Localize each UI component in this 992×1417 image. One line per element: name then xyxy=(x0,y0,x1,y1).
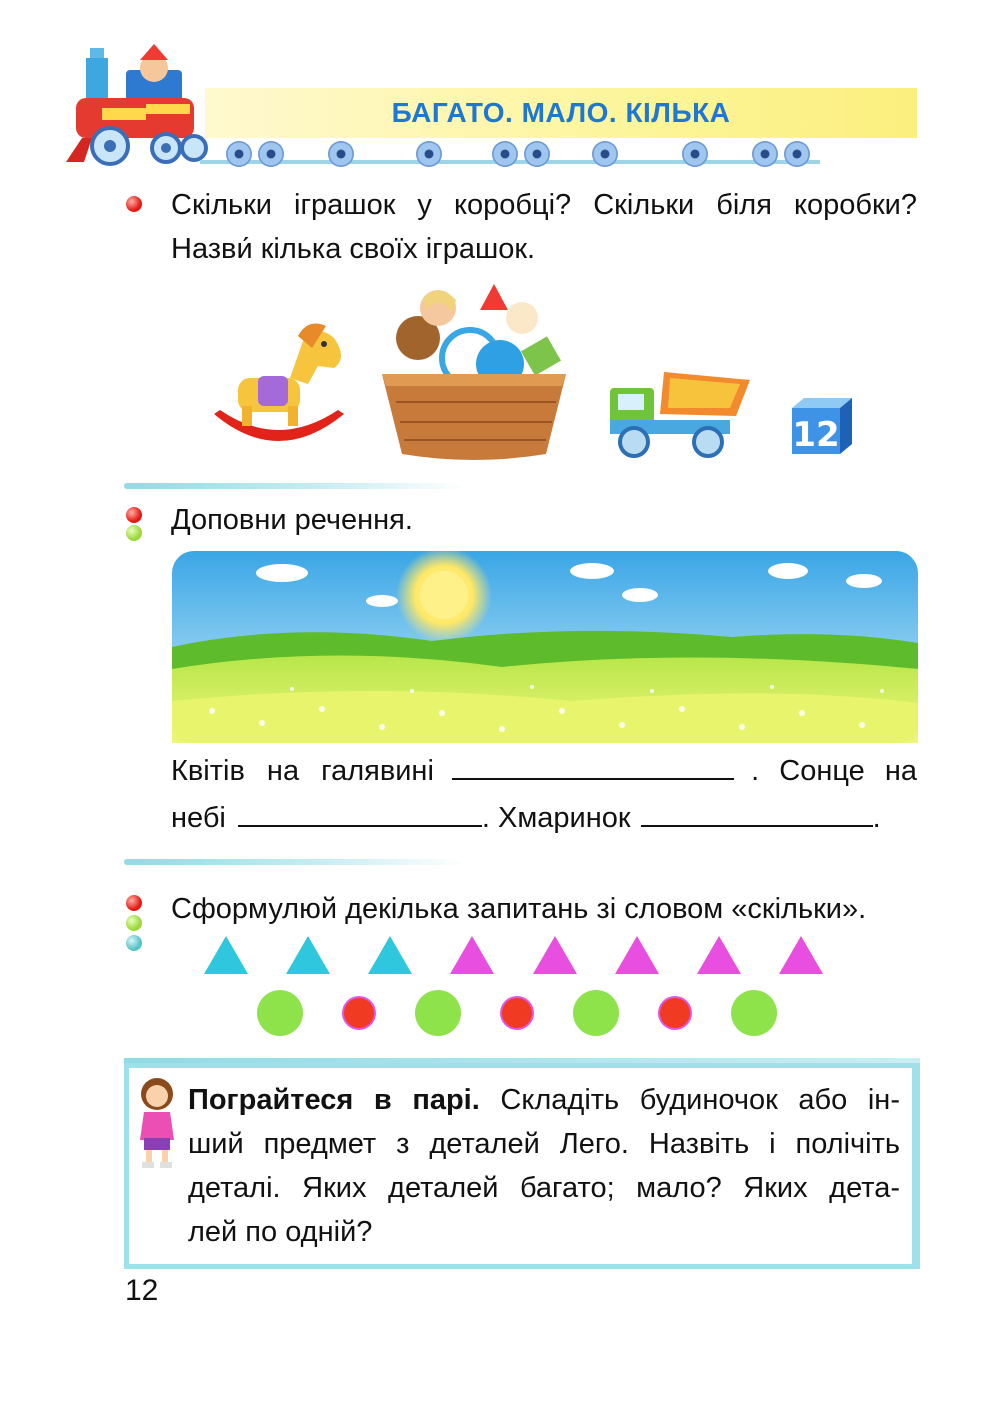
wheel-icon xyxy=(226,141,252,167)
circle-red xyxy=(344,998,374,1028)
wheel-icon xyxy=(524,141,550,167)
wheel-icon xyxy=(258,141,284,167)
game-bold-intro: Пограйтеся в парі. xyxy=(188,1084,480,1116)
triangle-cyan xyxy=(368,936,412,974)
game-line3: деталі. Яких деталей багато; мало? Яких дета- xyxy=(188,1172,900,1204)
triangle-pink xyxy=(533,936,577,974)
meadow-landscape-image xyxy=(172,551,918,743)
wheel-icon xyxy=(492,141,518,167)
bullet-green-icon xyxy=(126,525,142,541)
game-line4: лей по одній? xyxy=(188,1216,373,1248)
circle-green xyxy=(573,990,619,1036)
triangle-cyan xyxy=(286,936,330,974)
page-number: 12 xyxy=(125,1274,159,1307)
task1-line1: Скільки іграшок у коробці? Скільки біля коробки? xyxy=(171,189,917,221)
sentence-part: . Сонце на xyxy=(751,755,917,787)
train-icon xyxy=(62,40,212,170)
triangle-pink xyxy=(615,936,659,974)
triangle-pink xyxy=(697,936,741,974)
cube-label: 12 xyxy=(792,415,840,455)
girl-icon xyxy=(132,1074,182,1170)
task3-title: Сформулюй декілька запитань зі словом «скільки». xyxy=(171,893,867,925)
sentence-part: Квітів на галявині xyxy=(171,755,434,787)
bullet-red-icon xyxy=(126,196,142,212)
bullet-red-icon xyxy=(126,507,142,523)
game-text xyxy=(188,1078,900,1254)
sentence-part: . xyxy=(872,802,881,834)
task2-sentence-line1 xyxy=(171,750,917,793)
wheel-icon xyxy=(416,141,442,167)
circle-red xyxy=(660,998,690,1028)
game-line2: ший предмет з деталей Лего. Назвіть і полічіть xyxy=(188,1128,900,1160)
wheel-icon xyxy=(682,141,708,167)
task2-sentence-line2 xyxy=(171,797,917,840)
rocking-horse-icon xyxy=(208,318,350,456)
bullet-teal-icon xyxy=(126,935,142,951)
task1-line2: Назви́ кілька своїх іграшок. xyxy=(171,233,536,265)
page-title: БАГАТО. МАЛО. КІЛЬКА xyxy=(391,97,731,128)
answer-blank-sun[interactable] xyxy=(238,799,482,827)
game-line1: Пограйтеся в парі. Складіть будиночок або ін- xyxy=(188,1084,900,1116)
triangle-pink xyxy=(450,936,494,974)
circle-green xyxy=(415,990,461,1036)
wheel-icon xyxy=(784,141,810,167)
dump-truck-icon xyxy=(604,364,754,462)
wheel-icon xyxy=(592,141,618,167)
section-divider xyxy=(124,859,464,865)
task2-title: Доповни речення. xyxy=(171,504,413,536)
triangle-cyan xyxy=(204,936,248,974)
number-cube-icon xyxy=(790,396,854,456)
section-divider xyxy=(124,483,464,489)
answer-blank-flowers[interactable] xyxy=(452,752,734,780)
circle-green xyxy=(731,990,777,1036)
answer-blank-clouds[interactable] xyxy=(641,799,873,827)
toy-basket-icon xyxy=(376,282,572,462)
bullet-green-icon xyxy=(126,915,142,931)
bullet-red-icon xyxy=(126,895,142,911)
wheel-icon xyxy=(752,141,778,167)
triangle-pink xyxy=(779,936,823,974)
sentence-part: . Хмаринок xyxy=(481,802,631,834)
circle-green xyxy=(257,990,303,1036)
sentence-part: небі xyxy=(171,802,226,834)
wheel-icon xyxy=(328,141,354,167)
circle-red xyxy=(502,998,532,1028)
